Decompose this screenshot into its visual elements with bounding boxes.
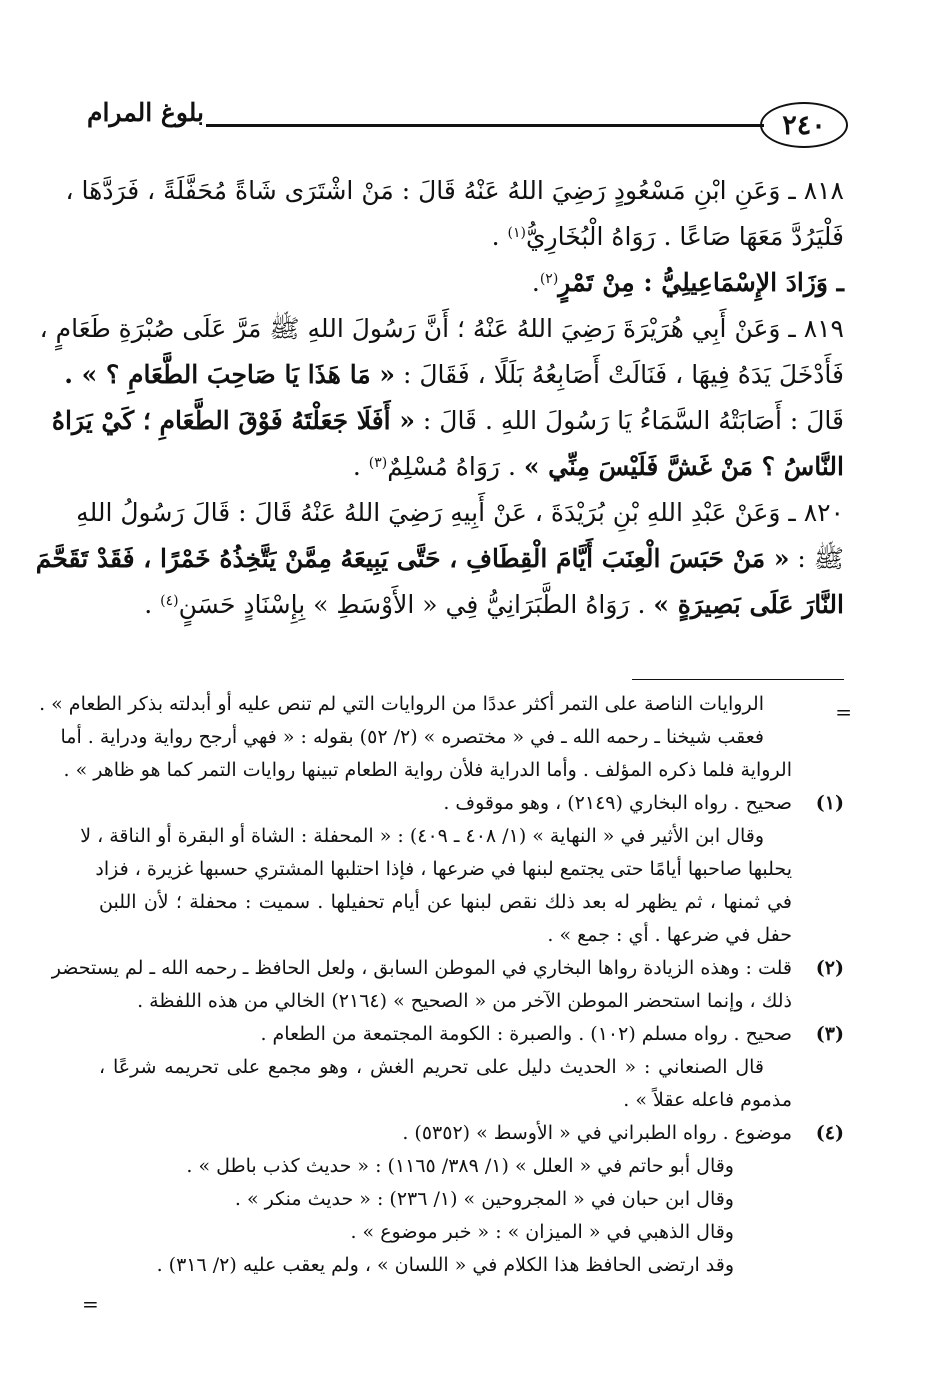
text-line: ٨١٨ ـ وَعَنِ ابْنِ مَسْعُودٍ رَضِيَ اللهُ عَنْهُ قَالَ : مَنْ اشْتَرَى شَاةً مُحَفَّلَةً ، فَرَدَّهَا ، xyxy=(65,176,844,205)
text-line: ٨١٩ ـ وَعَنْ أَبِي هُرَيْرَةَ رَضِيَ اللهُ عَنْهُ ؛ أَنَّ رَسُولَ اللهِ ﷺ مَرَّ عَلَى صُبْرَةِ طَعَامٍ ، xyxy=(39,314,844,343)
footnote-line: وقال ابن حبان في « المجروحين » (١/ ٢٣٦) : « حديث منكر » . xyxy=(234,1188,734,1210)
footnotes xyxy=(39,688,844,1282)
footnote-line: الروايات الناصة على التمر أكثر عددًا من الروايات التي لم تنص عليه أو أبدلته بذكر الطعام » . xyxy=(39,693,764,715)
footnote-number: (٢) xyxy=(815,957,844,979)
text-line: ٨٢٠ ـ وَعَنْ عَبْدِ اللهِ بْنِ بُرَيْدَةَ ، عَنْ أَبِيهِ رَضِيَ اللهُ عَنْهُ قَالَ : قَالَ رَسُولُ اللهِ xyxy=(76,498,844,527)
footnote-line: الرواية فلما ذكره المؤلف . وأما الدراية فلأن رواية الطعام تبينها روايات التمر كما هو ظاهر » . xyxy=(63,759,792,781)
footnote-number: (٣) xyxy=(815,1023,844,1045)
text-line: قَالَ : أَصَابَتْهُ السَّمَاءُ يَا رَسُولَ اللهِ . قَالَ : « أَفَلَا جَعَلْتَهُ فَوْقَ الطَّعَامِ ؛ كَيْ يَرَاهُ xyxy=(51,406,844,435)
page-header xyxy=(88,96,848,156)
book-title: بلوغ المرام xyxy=(86,98,204,127)
page-number: ٢٤٠ xyxy=(760,102,848,148)
footnote-line: يحلبها صاحبها أيامًا حتى يجتمع لبنها في ضرعها ، فإذا احتلبها المشتري حسبها غزيرة ، فزاد xyxy=(95,858,792,880)
footnote-ref: (١) xyxy=(507,225,526,241)
header-rule xyxy=(206,124,764,127)
footnote-number: (١) xyxy=(815,792,844,814)
footnote-line: وقد ارتضى الحافظ هذا الكلام في « اللسان » ، ولم يعقب عليه (٢/ ٣١٦) . xyxy=(156,1254,734,1276)
footnote-line: حفل في ضرعها . أي : جمع » . xyxy=(547,924,792,946)
text-line: النَّاسُ ؟ مَنْ غَشَّ فَلَيْسَ مِنِّي » . رَوَاهُ مُسْلِمٌ$^{(٣)}$ . xyxy=(352,452,844,481)
text-line: فَلْيَرُدَّ مَعَهَا صَاعًا . رَوَاهُ الْبُخَارِيُّ$^{(١)}$ . xyxy=(491,222,844,251)
continuation-marker-bottom: = xyxy=(82,1292,99,1316)
footnote-line: وقال الذهبي في « الميزان » : « خبر موضوع » . xyxy=(350,1221,734,1243)
footnote-line: (١) صحيح . رواه البخاري (٢١٤٩) ، وهو موقوف . xyxy=(99,787,844,820)
footnote-line: قال الصنعاني : « الحديث دليل على تحريم الغش ، وهو مجمع على تحريمه شرعًا ، xyxy=(99,1056,764,1078)
footnote-ref: (٣) xyxy=(368,455,388,471)
footnote-line: (٤) موضوع . رواه الطبراني في « الأوسط » (٥٣٥٢) . xyxy=(99,1117,844,1150)
footnote-line: (٢) قلت : وهذه الزيادة رواها البخاري في الموطن السابق ، ولعل الحافظ ـ رحمه الله ـ لم يستحضر xyxy=(99,952,844,985)
text-line: ـ وَزَادَ الإِسْمَاعِيلِيُّ : مِنْ تَمْرٍ$^{(٢)}$. xyxy=(531,268,844,297)
text-line: ﷺ : « مَنْ حَبَسَ الْعِنَبَ أَيَّامَ الْقِطَافِ ، حَتَّى يَبِيعَهُ مِمَّنْ يَتَّخِذُهُ خَمْرًا ، فَقَدْ تَقَحَّمَ xyxy=(35,544,844,573)
footnote-number: (٤) xyxy=(815,1122,844,1144)
footnote-ref: (٢) xyxy=(539,271,559,287)
text-line: فَأَدْخَلَ يَدَهُ فِيهَا ، فَنَالَتْ أَصَابِعُهُ بَلَلًا ، فَقَالَ : « مَا هَذَا يَا صَاحِبَ الطَّعَامِ ؟ » . xyxy=(64,360,844,389)
footnote-line: ذلك ، وإنما استحضر الموطن الآخر من « الصحيح » (٢١٦٤) الخالي من هذه اللفظة . xyxy=(137,990,792,1012)
continuation-marker-top: = xyxy=(835,700,852,724)
footnote-line: وقال أبو حاتم في « العلل » (١/ ٣٨٩/ ١١٦٥) : « حديث كذب باطل » . xyxy=(186,1155,734,1177)
footnote-line: (٣) صحيح . رواه مسلم (١٠٢) . والصبرة : الكومة المجتمعة من الطعام . xyxy=(99,1018,844,1051)
footnote-line: مذموم فاعله عقلاً » . xyxy=(623,1089,792,1111)
text-line: النَّارَ عَلَى بَصِيرَةٍ » . رَوَاهُ الطَّبَرَانِيُّ فِي « الأَوْسَطِ » بِإِسْنَادٍ حَسَنٍ$^{(٤)}$ . xyxy=(144,590,844,619)
footnote-line: وقال ابن الأثير في « النهاية » (١/ ٤٠٨ ـ ٤٠٩) : « المحفلة : الشاة أو البقرة أو الناقة ، لا xyxy=(80,825,764,847)
footnote-separator xyxy=(632,679,844,680)
main-text xyxy=(35,168,844,628)
footnote-line: في ثمنها ، ثم يظهر له بعد ذلك نقص لبنها عن أيام تحفيلها . سميت : محفلة ؛ لأن اللبن xyxy=(99,891,792,913)
footnote-ref: (٤) xyxy=(160,593,179,609)
footnote-line: فعقب شيخنا ـ رحمه الله ـ في « مختصره » (٢/ ٥٢) بقوله : « فهي أرجح رواية ودراية . أما xyxy=(60,726,764,748)
